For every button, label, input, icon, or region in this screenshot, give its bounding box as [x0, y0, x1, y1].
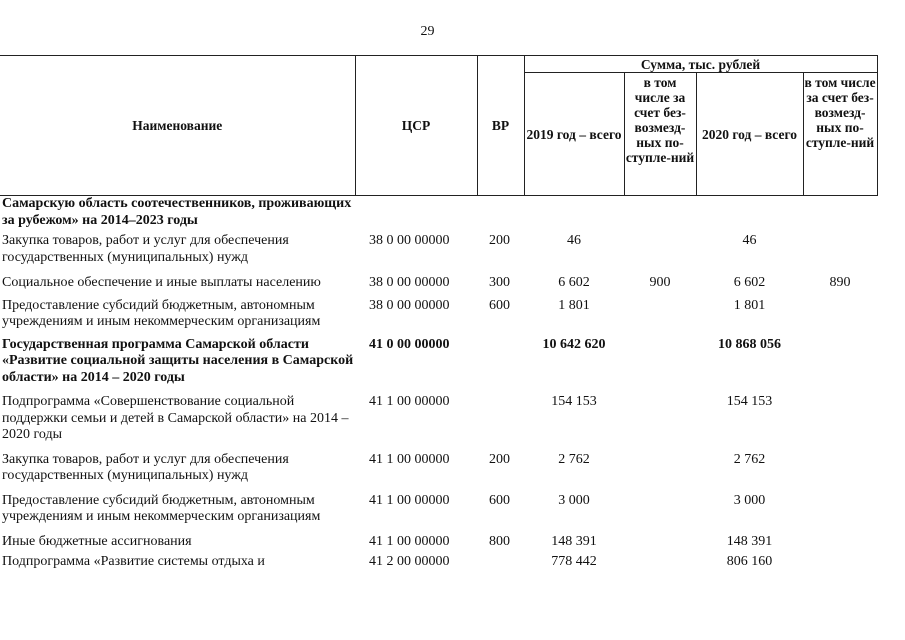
- cell-2019-incl: [624, 233, 696, 275]
- cell-2019-total: [524, 196, 624, 234]
- cell-2019-incl: [624, 554, 696, 575]
- table-row: [0, 534, 877, 555]
- cell-vr: 800: [489, 533, 510, 549]
- cell-vr: 600: [489, 297, 510, 313]
- cell-vr: 600: [489, 492, 510, 508]
- cell-2019-incl: [624, 452, 696, 493]
- cell-2019-total: 10 642 620: [542, 336, 606, 352]
- cell-2019-incl: 900: [649, 275, 671, 290]
- cell-name: Предоставление субсидий бюджетным, автономным учреждениям и иным некоммерческим организациям: [2, 297, 321, 329]
- cell-2020-incl: [803, 452, 877, 493]
- header-vr: ВР: [477, 56, 524, 196]
- cell-2019-total: 3 000: [558, 492, 590, 508]
- cell-2020-incl: [803, 337, 877, 395]
- cell-2019-total: 778 442: [551, 554, 597, 569]
- cell-2020-total: [696, 196, 803, 234]
- cell-csr: 41 1 00 00000: [369, 533, 450, 549]
- cell-csr: 41 1 00 00000: [369, 492, 450, 508]
- cell-2020-total: 10 868 056: [718, 336, 781, 352]
- table-row: [0, 394, 877, 452]
- cell-2019-total: 2 762: [558, 451, 590, 467]
- cell-csr: 41 0 00 00000: [369, 336, 450, 352]
- table-header: [0, 56, 877, 196]
- header-2020-total: 2020 год – всего: [696, 73, 803, 196]
- cell-name: Закупка товаров, работ и услуг для обеспечения государственных (муниципальных) нужд: [2, 233, 289, 265]
- header-2019-incl: в том числе за счет без-возмезд-ных по-ступле-ний: [624, 73, 696, 196]
- cell-csr: [355, 196, 477, 234]
- cell-2020-total: 2 762: [733, 451, 766, 467]
- cell-2020-incl: [803, 394, 877, 452]
- cell-2019-incl: [624, 493, 696, 534]
- header-2019-total: 2019 год – всего: [524, 73, 624, 196]
- cell-2019-incl: [624, 534, 696, 555]
- cell-2019-total: 6 602: [558, 275, 590, 290]
- cell-2019-total: 1 801: [558, 297, 590, 313]
- cell-name: Предоставление субсидий бюджетным, автономным учреждениям и иным некоммерческим организациям: [2, 492, 321, 524]
- cell-2020-total: 154 153: [726, 394, 773, 409]
- cell-name: Самарскую область соотечественников, проживающих за рубежом» на 2014–2023 годы: [2, 196, 352, 228]
- cell-name: Подпрограмма «Развитие системы отдыха и: [2, 554, 265, 569]
- cell-vr: 200: [489, 451, 510, 467]
- cell-2020-incl: [803, 554, 877, 575]
- cell-vr: [477, 554, 524, 575]
- cell-name: Государственная программа Самарской области «Развитие социальной защиты населения в Самарской области» на 2014 – 2020 годы: [2, 336, 354, 385]
- header-name: Наименование: [0, 56, 355, 196]
- cell-2020-incl: [803, 233, 877, 275]
- table-row: [0, 233, 877, 275]
- table-row: [0, 196, 877, 234]
- cell-2020-incl: [803, 298, 877, 337]
- cell-2020-incl: 890: [829, 275, 851, 290]
- page-number: 29: [420, 24, 435, 39]
- cell-2020-total: 148 391: [726, 533, 773, 549]
- budget-table: [0, 55, 878, 575]
- cell-2019-total: 154 153: [551, 394, 597, 409]
- cell-vr: [477, 337, 524, 395]
- table-row: [0, 275, 877, 298]
- cell-vr: 300: [489, 275, 510, 290]
- cell-name: Иные бюджетные ассигнования: [2, 533, 192, 549]
- table-row: [0, 298, 877, 337]
- cell-2020-incl: [803, 493, 877, 534]
- header-sum-title: Сумма, тыс. рублей: [524, 56, 877, 73]
- cell-2020-total: 3 000: [733, 492, 766, 508]
- cell-name: Подпрограмма «Совершенствование социальной поддержки семьи и детей в Самарской области» на 2014 – 2020 годы: [2, 394, 349, 442]
- cell-2020-incl: [803, 534, 877, 555]
- cell-vr: [477, 394, 524, 452]
- cell-vr: 200: [489, 233, 510, 248]
- cell-csr: 38 0 00 00000: [369, 297, 450, 313]
- table-row: [0, 493, 877, 534]
- cell-name: Закупка товаров, работ и услуг для обеспечения государственных (муниципальных) нужд: [2, 451, 289, 483]
- cell-csr: 41 1 00 00000: [369, 394, 450, 409]
- cell-2020-incl: [803, 196, 877, 234]
- cell-2019-incl: [624, 196, 696, 234]
- table-body: [0, 196, 877, 575]
- cell-2020-total: 6 602: [733, 275, 766, 290]
- table-row: [0, 337, 877, 395]
- cell-csr: 38 0 00 00000: [369, 233, 450, 248]
- table-row: [0, 554, 877, 575]
- cell-2019-incl: [624, 394, 696, 452]
- table-row: [0, 452, 877, 493]
- cell-2020-total: 1 801: [733, 297, 766, 313]
- cell-2020-total: 46: [742, 233, 757, 248]
- cell-2019-total: 148 391: [551, 533, 597, 549]
- cell-2019-incl: [624, 337, 696, 395]
- cell-csr: 38 0 00 00000: [369, 275, 450, 290]
- cell-vr: [477, 196, 524, 234]
- cell-csr: 41 2 00 00000: [369, 554, 450, 569]
- cell-2020-total: 806 160: [726, 554, 773, 569]
- cell-name: Социальное обеспечение и иные выплаты населению: [2, 275, 321, 290]
- header-2020-incl: в том числе за счет без-возмезд-ных по-ступле-ний: [803, 73, 877, 196]
- header-csr: ЦСР: [355, 56, 477, 196]
- cell-csr: 41 1 00 00000: [369, 451, 450, 467]
- cell-2019-incl: [624, 298, 696, 337]
- cell-2019-total: 46: [567, 233, 581, 248]
